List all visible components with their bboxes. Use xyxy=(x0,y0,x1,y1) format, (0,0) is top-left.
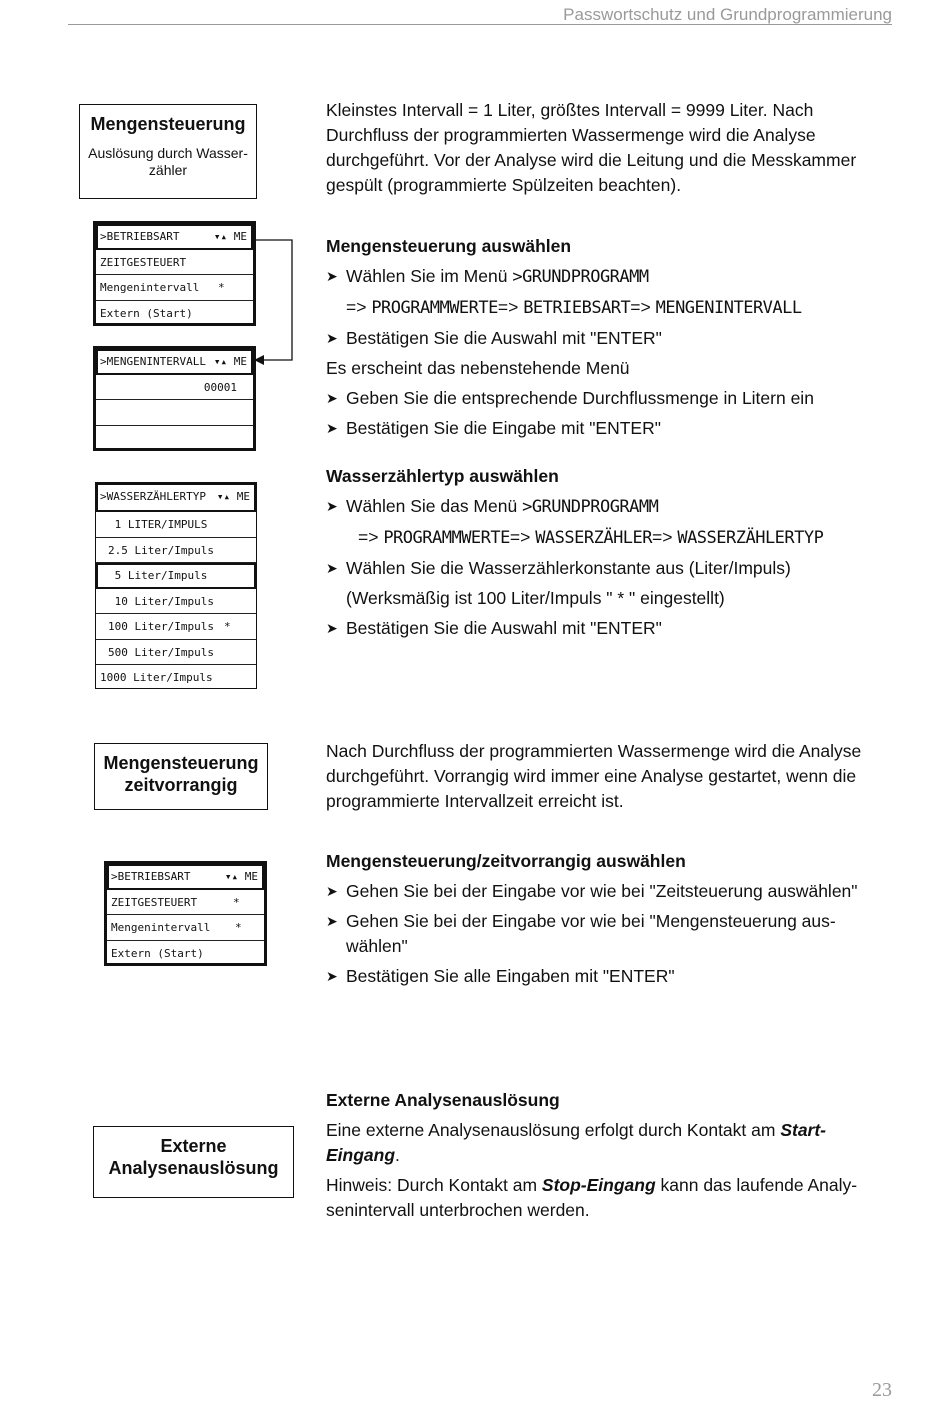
triangle-right-icon: ➤ xyxy=(326,968,338,984)
lcd-row: Mengenintervall * xyxy=(107,915,264,941)
triangle-right-icon: ➤ xyxy=(326,560,338,576)
lcd-row: ZEITGESTEUERT * xyxy=(107,890,264,916)
page-number: 23 xyxy=(872,1379,892,1401)
note-line: (Werksmäßig ist 100 Liter/Impuls " * " eingestellt) xyxy=(346,588,725,608)
triangle-right-icon: ➤ xyxy=(326,390,338,406)
triangle-right-icon: ➤ xyxy=(326,330,338,346)
sec2-heading: Wasserzählertyp auswählen xyxy=(326,466,559,486)
lcd-row: 1 LITER/IMPULS xyxy=(96,512,256,538)
lcd-row: 2.5 Liter/Impuls xyxy=(96,538,256,564)
paragraph: Hinweis: Durch Kontakt am Stop-Eingang kann das laufende Analy-senintervall unterbrochen werden. xyxy=(326,1175,858,1220)
list-item: ➤ Bestätigen Sie alle Eingaben mit "ENTER" xyxy=(326,964,886,989)
connector-arrow-icon xyxy=(254,236,314,366)
lcd-row-highlighted: 5 Liter/Impuls xyxy=(96,563,256,589)
lcd-header-row: >WASSERZÄHLERTYP ▾▴ ME xyxy=(96,483,256,512)
list-item: ➤ Geben Sie die entsprechende Durchflussmenge in Litern ein xyxy=(326,386,896,411)
list-item: ➤ Bestätigen Sie die Auswahl mit "ENTER" xyxy=(326,326,896,351)
triangle-right-icon: ➤ xyxy=(326,883,338,899)
box-title: Externe Analysenauslösung xyxy=(108,1136,279,1178)
mengensteuerung-label-box xyxy=(79,104,257,199)
lcd-row: 500 Liter/Impuls xyxy=(96,640,256,666)
triangle-right-icon: ➤ xyxy=(326,620,338,636)
lcd-row: 100 Liter/Impuls * xyxy=(96,614,256,640)
sec4-text xyxy=(326,1088,886,1223)
triangle-right-icon: ➤ xyxy=(326,913,338,929)
lcd-row xyxy=(96,426,253,452)
lcd-row: 1000 Liter/Impuls xyxy=(100,671,213,684)
list-item: ➤ Wählen Sie das Menü >GRUNDPROGRAMM xyxy=(326,496,659,517)
list-item: ➤ Wählen Sie im Menü >GRUNDPROGRAMM xyxy=(326,266,649,287)
list-item: ➤ Gehen Sie bei der Eingabe vor wie bei "Zeitsteuerung auswählen" xyxy=(326,879,886,904)
sec1-heading: Mengensteuerung auswählen xyxy=(326,236,572,256)
box-title: Mengensteuerung zeitvorrangig xyxy=(103,753,259,795)
menu-path: => PROGRAMMWERTE=> BETRIEBSART=> MENGENINTERVALL xyxy=(346,297,802,318)
lcd-header-row: >MENGENINTERVALL ▾▴ ME xyxy=(96,349,253,375)
sec2-instructions xyxy=(326,464,896,641)
lcd-header-row: >BETRIEBSART ▾▴ ME xyxy=(107,864,264,890)
lcd-row: Mengenintervall * xyxy=(96,275,253,301)
sec1-intro: Kleinstes Intervall = 1 Liter, größtes Intervall = 9999 Liter. Nach Durchfluss der programmierten Wassermenge wird die Analyse durchgeführt. Vor der Analyse wird die Leitung und die Messkammer gespült (programmierte Spülzeiten beachten). xyxy=(326,100,857,195)
lcd-wasserzaehlertyp xyxy=(95,482,257,689)
lcd-header-row: >BETRIEBSART ▾▴ ME xyxy=(96,224,253,250)
list-item: ➤ Wählen Sie die Wasserzählerkonstante aus (Liter/Impuls) xyxy=(326,556,896,581)
triangle-right-icon: ➤ xyxy=(326,498,338,514)
list-item: ➤ Bestätigen Sie die Eingabe mit "ENTER" xyxy=(326,416,896,441)
lcd-row: Extern (Start) xyxy=(100,306,193,320)
lcd-mengenintervall xyxy=(93,346,256,451)
list-item: ➤ Bestätigen Sie die Auswahl mit "ENTER" xyxy=(326,616,896,641)
sec3-intro: Nach Durchfluss der programmierten Wassermenge wird die Analyse durchgeführt. Vorrangig wird immer eine Analyse gestartet, wenn die programmierte Intervallzeit erreicht ist. xyxy=(326,741,862,811)
lcd-value-row: 00001 xyxy=(96,375,253,401)
box-title: Mengensteuerung xyxy=(90,114,246,134)
lcd-row: ZEITGESTEUERT xyxy=(96,250,253,276)
lcd-betriebsart-2 xyxy=(104,861,267,966)
header-rule xyxy=(68,24,892,25)
lcd-row xyxy=(96,400,253,426)
lcd-row: Extern (Start) xyxy=(111,946,204,960)
selected-marker: * xyxy=(233,895,240,909)
lcd-betriebsart-1 xyxy=(93,221,256,326)
sec4-heading: Externe Analysenauslösung xyxy=(326,1090,560,1110)
box-subtitle: Auslösung durch Wasser-zähler xyxy=(88,145,248,178)
sec3-instructions xyxy=(326,849,886,989)
lcd-row: 10 Liter/Impuls xyxy=(96,589,256,615)
sec3-heading: Mengensteuerung/zeitvorrangig auswählen xyxy=(326,851,686,871)
paragraph: Eine externe Analysenauslösung erfolgt durch Kontakt am Start-Eingang. xyxy=(326,1120,827,1165)
selected-marker: * xyxy=(224,620,231,633)
selected-marker: * xyxy=(235,921,242,934)
plain-line: Es erscheint das nebenstehende Menü xyxy=(326,358,630,378)
menu-path: => PROGRAMMWERTE=> WASSERZÄHLER=> WASSERZÄHLERTYP xyxy=(358,527,824,548)
triangle-right-icon: ➤ xyxy=(326,420,338,436)
sec1-instructions xyxy=(326,234,896,441)
running-header: Passwortschutz und Grundprogrammierung xyxy=(563,5,892,24)
list-item: ➤ Gehen Sie bei der Eingabe vor wie bei "Mengensteuerung aus-wählen" xyxy=(326,911,836,956)
externe-label-box xyxy=(93,1126,294,1198)
triangle-right-icon: ➤ xyxy=(326,268,338,284)
selected-marker: * xyxy=(218,281,225,294)
zeitvorrangig-label-box xyxy=(94,743,268,810)
